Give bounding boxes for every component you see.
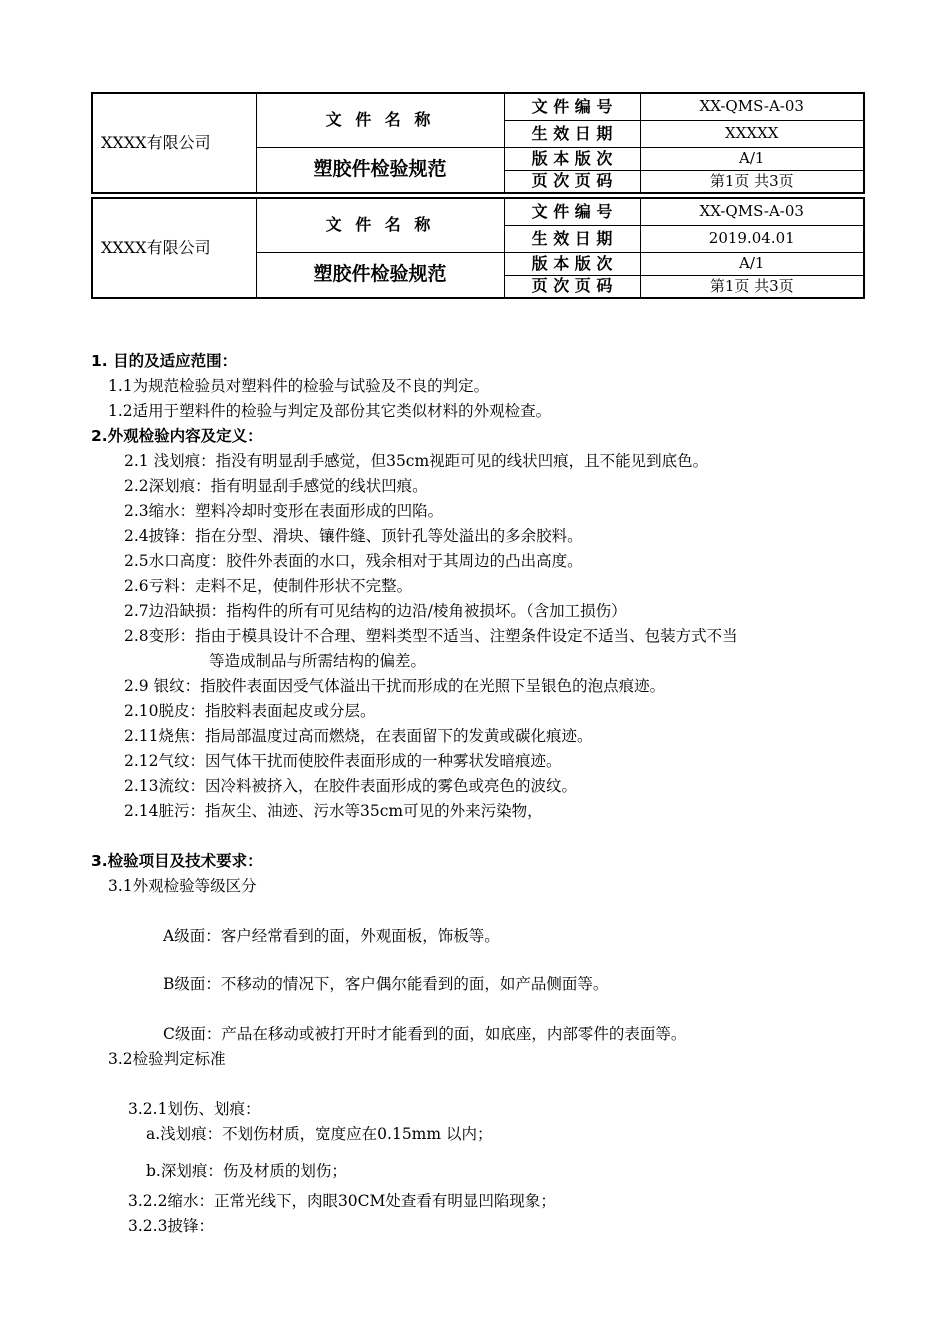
doc-name-label: 文 件 名 称 (256, 198, 504, 252)
definition-item: 2.6亏料：走料不足，使制件形状不完整。 (124, 577, 413, 595)
field-value-page: 第1页 共3页 (640, 275, 864, 298)
field-value-effective-date: 2019.04.01 (640, 225, 864, 252)
criteria-heading: 3.2.1划伤、划痕： (128, 1100, 261, 1118)
field-value-effective-date: XXXXX (640, 120, 864, 147)
field-value-page: 第1页 共3页 (640, 170, 864, 193)
doc-title: 塑胶件检验规范 (256, 147, 504, 193)
field-value-version: A/1 (640, 147, 864, 170)
field-label-effective-date: 生 效 日 期 (504, 225, 640, 252)
criteria-item: a.浅划痕：不划伤材质，宽度应在0.15mm 以内； (146, 1125, 493, 1143)
grade-definition: A级面：客户经常看到的面，外观面板，饰板等。 (163, 927, 500, 945)
definition-item: 2.11烧焦：指局部温度过高而燃烧，在表面留下的发黄或碳化痕迹。 (124, 727, 593, 745)
subsection-heading: 3.1外观检验等级区分 (108, 877, 257, 895)
document-header-table (91, 92, 865, 194)
definition-item: 2.13流纹：因冷料被挤入，在胶件表面形成的雾色或亮色的波纹。 (124, 777, 578, 795)
grade-definition: C级面：产品在移动或被打开时才能看到的面，如底座，内部零件的表面等。 (163, 1025, 687, 1043)
field-label-version: 版 本 版 次 (504, 252, 640, 275)
grade-definition: B级面：不移动的情况下，客户偶尔能看到的面，如产品侧面等。 (163, 975, 609, 993)
field-label-doc-number: 文 件 编 号 (504, 93, 640, 120)
field-label-effective-date: 生 效 日 期 (504, 120, 640, 147)
criteria-heading: 3.2.3披锋： (128, 1217, 214, 1235)
section-heading: 1. 目的及适应范围： (91, 352, 238, 370)
subsection-heading: 3.2检验判定标准 (108, 1050, 226, 1068)
definition-item: 2.12气纹：因气体干扰而使胶件表面形成的一种雾状发暗痕迹。 (124, 752, 562, 770)
definition-item: 2.2深划痕：指有明显刮手感觉的线状凹痕。 (124, 477, 428, 495)
field-label-doc-number: 文 件 编 号 (504, 198, 640, 225)
definition-item-continuation: 等造成制品与所需结构的偏差。 (209, 652, 427, 670)
field-value-version: A/1 (640, 252, 864, 275)
paragraph: 1.2适用于塑料件的检验与判定及部份其它类似材料的外观检查。 (108, 402, 552, 420)
criteria-heading: 3.2.2缩水：正常光线下，肉眼30CM处查看有明显凹陷现象； (128, 1192, 556, 1210)
doc-name-label: 文 件 名 称 (256, 93, 504, 147)
section-heading: 2.外观检验内容及定义： (91, 427, 263, 445)
company-name: XXXX有限公司 (92, 93, 256, 193)
definition-item: 2.10脱皮：指胶料表面起皮或分层。 (124, 702, 376, 720)
field-label-version: 版 本 版 次 (504, 147, 640, 170)
definition-item: 2.9 银纹：指胶件表面因受气体溢出干扰而形成的在光照下呈银色的泡点痕迹。 (124, 677, 666, 695)
field-label-page: 页 次 页 码 (504, 275, 640, 298)
document-header-table (91, 197, 865, 299)
definition-item: 2.1 浅划痕：指没有明显刮手感觉，但35cm视距可见的线状凹痕，且不能见到底色。 (124, 452, 709, 470)
field-label-page: 页 次 页 码 (504, 170, 640, 193)
field-value-doc-number: XX-QMS-A-03 (640, 93, 864, 120)
field-value-doc-number: XX-QMS-A-03 (640, 198, 864, 225)
criteria-item: b.深划痕：伤及材质的划伤； (146, 1162, 347, 1180)
definition-item: 2.4披锋：指在分型、滑块、镶件缝、顶针孔等处溢出的多余胶料。 (124, 527, 583, 545)
definition-item: 2.8变形：指由于模具设计不合理、塑料类型不适当、注塑条件设定不适当、包装方式不当 (124, 627, 738, 645)
definition-item: 2.14脏污：指灰尘、油迹、污水等35cm可见的外来污染物， (124, 802, 543, 820)
definition-item: 2.7边沿缺损：指构件的所有可见结构的边沿/棱角被损坏。（含加工损伤） (124, 602, 627, 620)
doc-title: 塑胶件检验规范 (256, 252, 504, 298)
section-heading: 3.检验项目及技术要求： (91, 852, 263, 870)
company-name: XXXX有限公司 (92, 198, 256, 298)
definition-item: 2.3缩水：塑料冷却时变形在表面形成的凹陷。 (124, 502, 444, 520)
paragraph: 1.1为规范检验员对塑料件的检验与试验及不良的判定。 (108, 377, 490, 395)
definition-item: 2.5水口高度：胶件外表面的水口，残余相对于其周边的凸出高度。 (124, 552, 583, 570)
